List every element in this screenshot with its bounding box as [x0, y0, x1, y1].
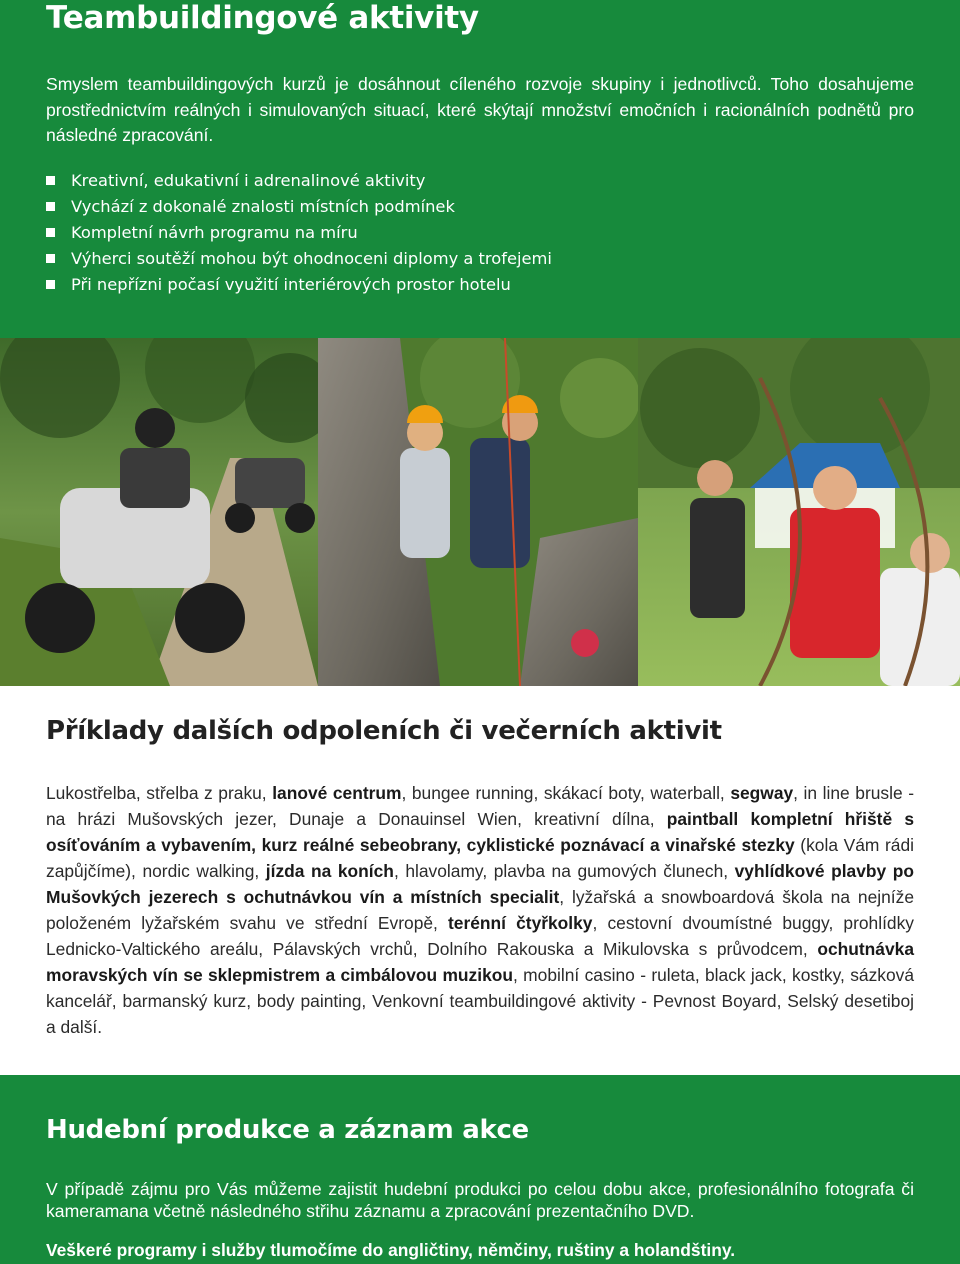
square-bullet-icon	[46, 254, 55, 263]
rock-climbing-photo	[318, 338, 640, 686]
bottom-green-section	[0, 1075, 960, 1264]
music-paragraph: V případě zájmu pro Vás můžeme zajistit hudební produkci po celou dobu akce, profesionálního fotografa či kameramana včetně následného střihu záznamu a zpracování prezentačního DVD.	[46, 1179, 914, 1221]
archery-photo	[638, 338, 960, 686]
top-green-section	[0, 0, 960, 338]
intro-paragraph: Smyslem teambuildingových kurzů je dosáhnout cíleného rozvoje skupiny i jednotlivců. Toho dosahujeme prostřednictvím reálných i simulovaných situací, které skýtají množství emočních i racionálních podnětů pro následné zpracování.	[46, 74, 914, 145]
list-item: Kreativní, edukativní i adrenalinové aktivity	[46, 168, 552, 194]
list-item: Vychází z dokonalé znalosti místních podmínek	[46, 194, 552, 220]
square-bullet-icon	[46, 202, 55, 211]
list-item: Kompletní návrh programu na míru	[46, 220, 552, 246]
square-bullet-icon	[46, 280, 55, 289]
examples-heading: Příklady dalších odpoleních či večerních aktivit	[46, 716, 722, 746]
list-item: Výherci soutěží mohou být ohodnoceni diplomy a trofejemi	[46, 246, 552, 272]
square-bullet-icon	[46, 228, 55, 237]
photo-strip	[0, 338, 960, 686]
square-bullet-icon	[46, 176, 55, 185]
examples-paragraph: Lukostřelba, střelba z praku, lanové centrum, bungee running, skákací boty, waterball, segway, in line brusle - na hrázi Mušovských jezer, Dunaje a Donauinsel Wien, kreativní dílna, paintball kompletní hřiště s osíťováním a vybavením, kurz reálné sebeobrany, cyklistické poznávací a vinařské stezky (kola Vám rádi zapůjčíme), nordic walking, jízda na koních, hlavolamy, plavba na gumových člunech, vyhlídkové plavby po Mušovkých jezerech s ochutnávkou vín a místních specialit, lyžařská a snowboardová škola na nejníže položeném lyžařském svahu ve střední Evropě, terénní čtyřkolky, cestovní dvoumístné buggy, prohlídky Lednicko-Valtického areálu, Pálavských vrchů, Dolního Rakouska a Mikulovska s průvodcem, ochutnávka moravských vín se sklepmistrem a cimbálovou muzikou, mobilní casino - ruleta, black jack, kostky, sázková kancelář, barmanský kurz, body painting, Venkovní teambuildingové aktivity - Pevnost Boyard, Selský desetiboj a další.	[46, 783, 915, 1037]
quad-bikes-photo	[0, 338, 335, 686]
languages-note: Veškeré programy i služby tlumočíme do angličtiny, němčiny, ruštiny a holandštiny.	[46, 1240, 736, 1260]
page-title: Teambuildingové aktivity	[46, 0, 479, 36]
music-heading: Hudební produkce a záznam akce	[46, 1115, 529, 1145]
feature-list	[46, 168, 552, 298]
list-item: Při nepřízni počasí využití interiérových prostor hotelu	[46, 272, 552, 298]
